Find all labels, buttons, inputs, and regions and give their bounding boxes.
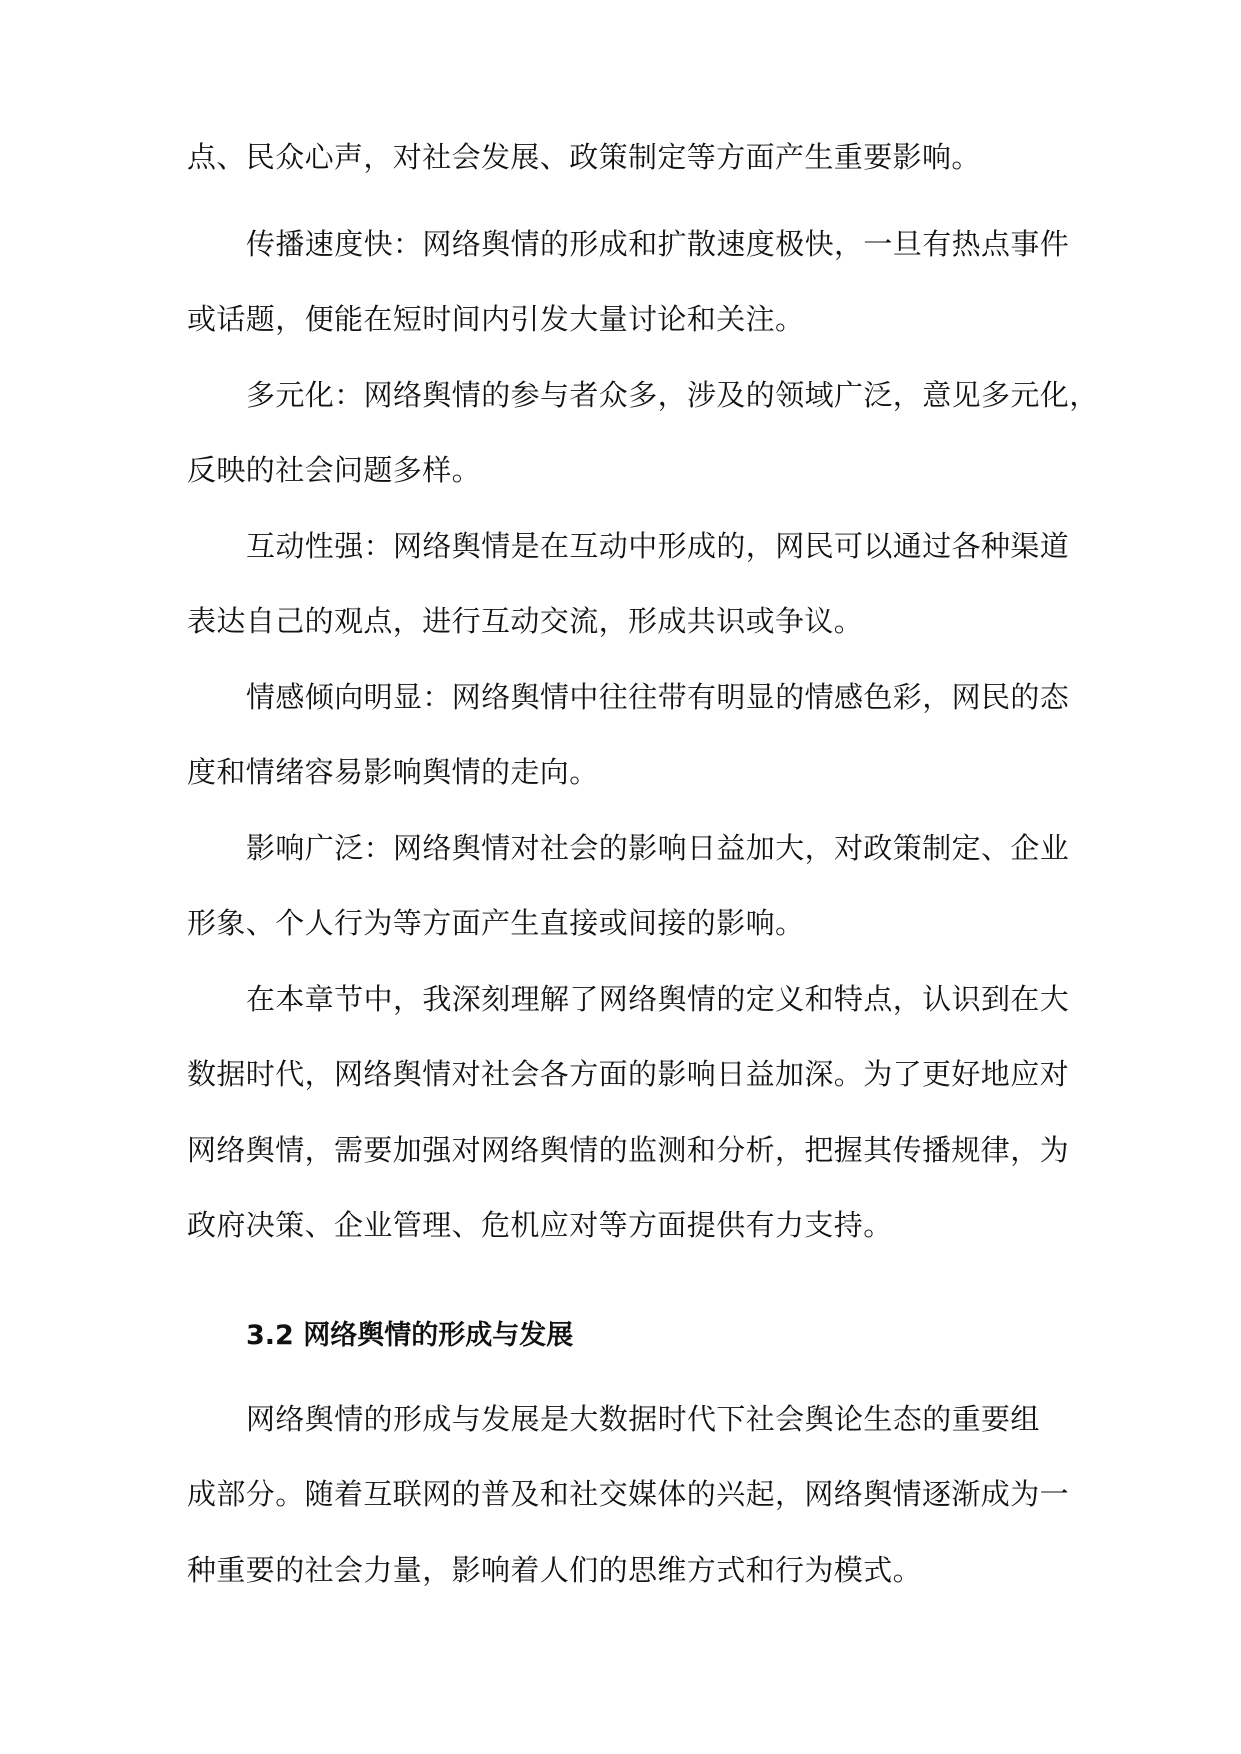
text-line: 网络舆情，需要加强对网络舆情的监测和分析，把握其传播规律，为 (187, 1133, 1070, 1167)
text-line: 传播速度快：网络舆情的形成和扩散速度极快，一旦有热点事件 (246, 227, 1070, 261)
text-line: 或话题，便能在短时间内引发大量讨论和关注。 (187, 302, 805, 336)
section-heading: 3.2 网络舆情的形成与发展 (246, 1320, 574, 1351)
text-line: 种重要的社会力量，影响着人们的思维方式和行为模式。 (187, 1553, 923, 1587)
text-line: 网络舆情的形成与发展是大数据时代下社会舆论生态的重要组 (246, 1402, 1040, 1436)
text-line: 表达自己的观点，进行互动交流，形成共识或争议。 (187, 604, 864, 638)
text-line: 在本章节中，我深刻理解了网络舆情的定义和特点，认识到在大 (246, 982, 1070, 1016)
text-line: 互动性强：网络舆情是在互动中形成的，网民可以通过各种渠道 (246, 529, 1070, 563)
text-line: 反映的社会问题多样。 (187, 453, 482, 487)
text-line: 数据时代，网络舆情对社会各方面的影响日益加深。为了更好地应对 (187, 1057, 1070, 1091)
text-line: 形象、个人行为等方面产生直接或间接的影响。 (187, 906, 805, 940)
text-line: 点、民众心声，对社会发展、政策制定等方面产生重要影响。 (187, 140, 981, 174)
text-line: 政府决策、企业管理、危机应对等方面提供有力支持。 (187, 1208, 893, 1242)
text-line: 情感倾向明显：网络舆情中往往带有明显的情感色彩，网民的态 (246, 680, 1070, 714)
text-line: 成部分。随着互联网的普及和社交媒体的兴起，网络舆情逐渐成为一 (187, 1477, 1070, 1511)
text-line: 度和情绪容易影响舆情的走向。 (187, 755, 599, 789)
text-line: 多元化：网络舆情的参与者众多，涉及的领域广泛，意见多元化， (246, 378, 1099, 412)
text-line: 影响广泛：网络舆情对社会的影响日益加大，对政策制定、企业 (246, 831, 1070, 865)
